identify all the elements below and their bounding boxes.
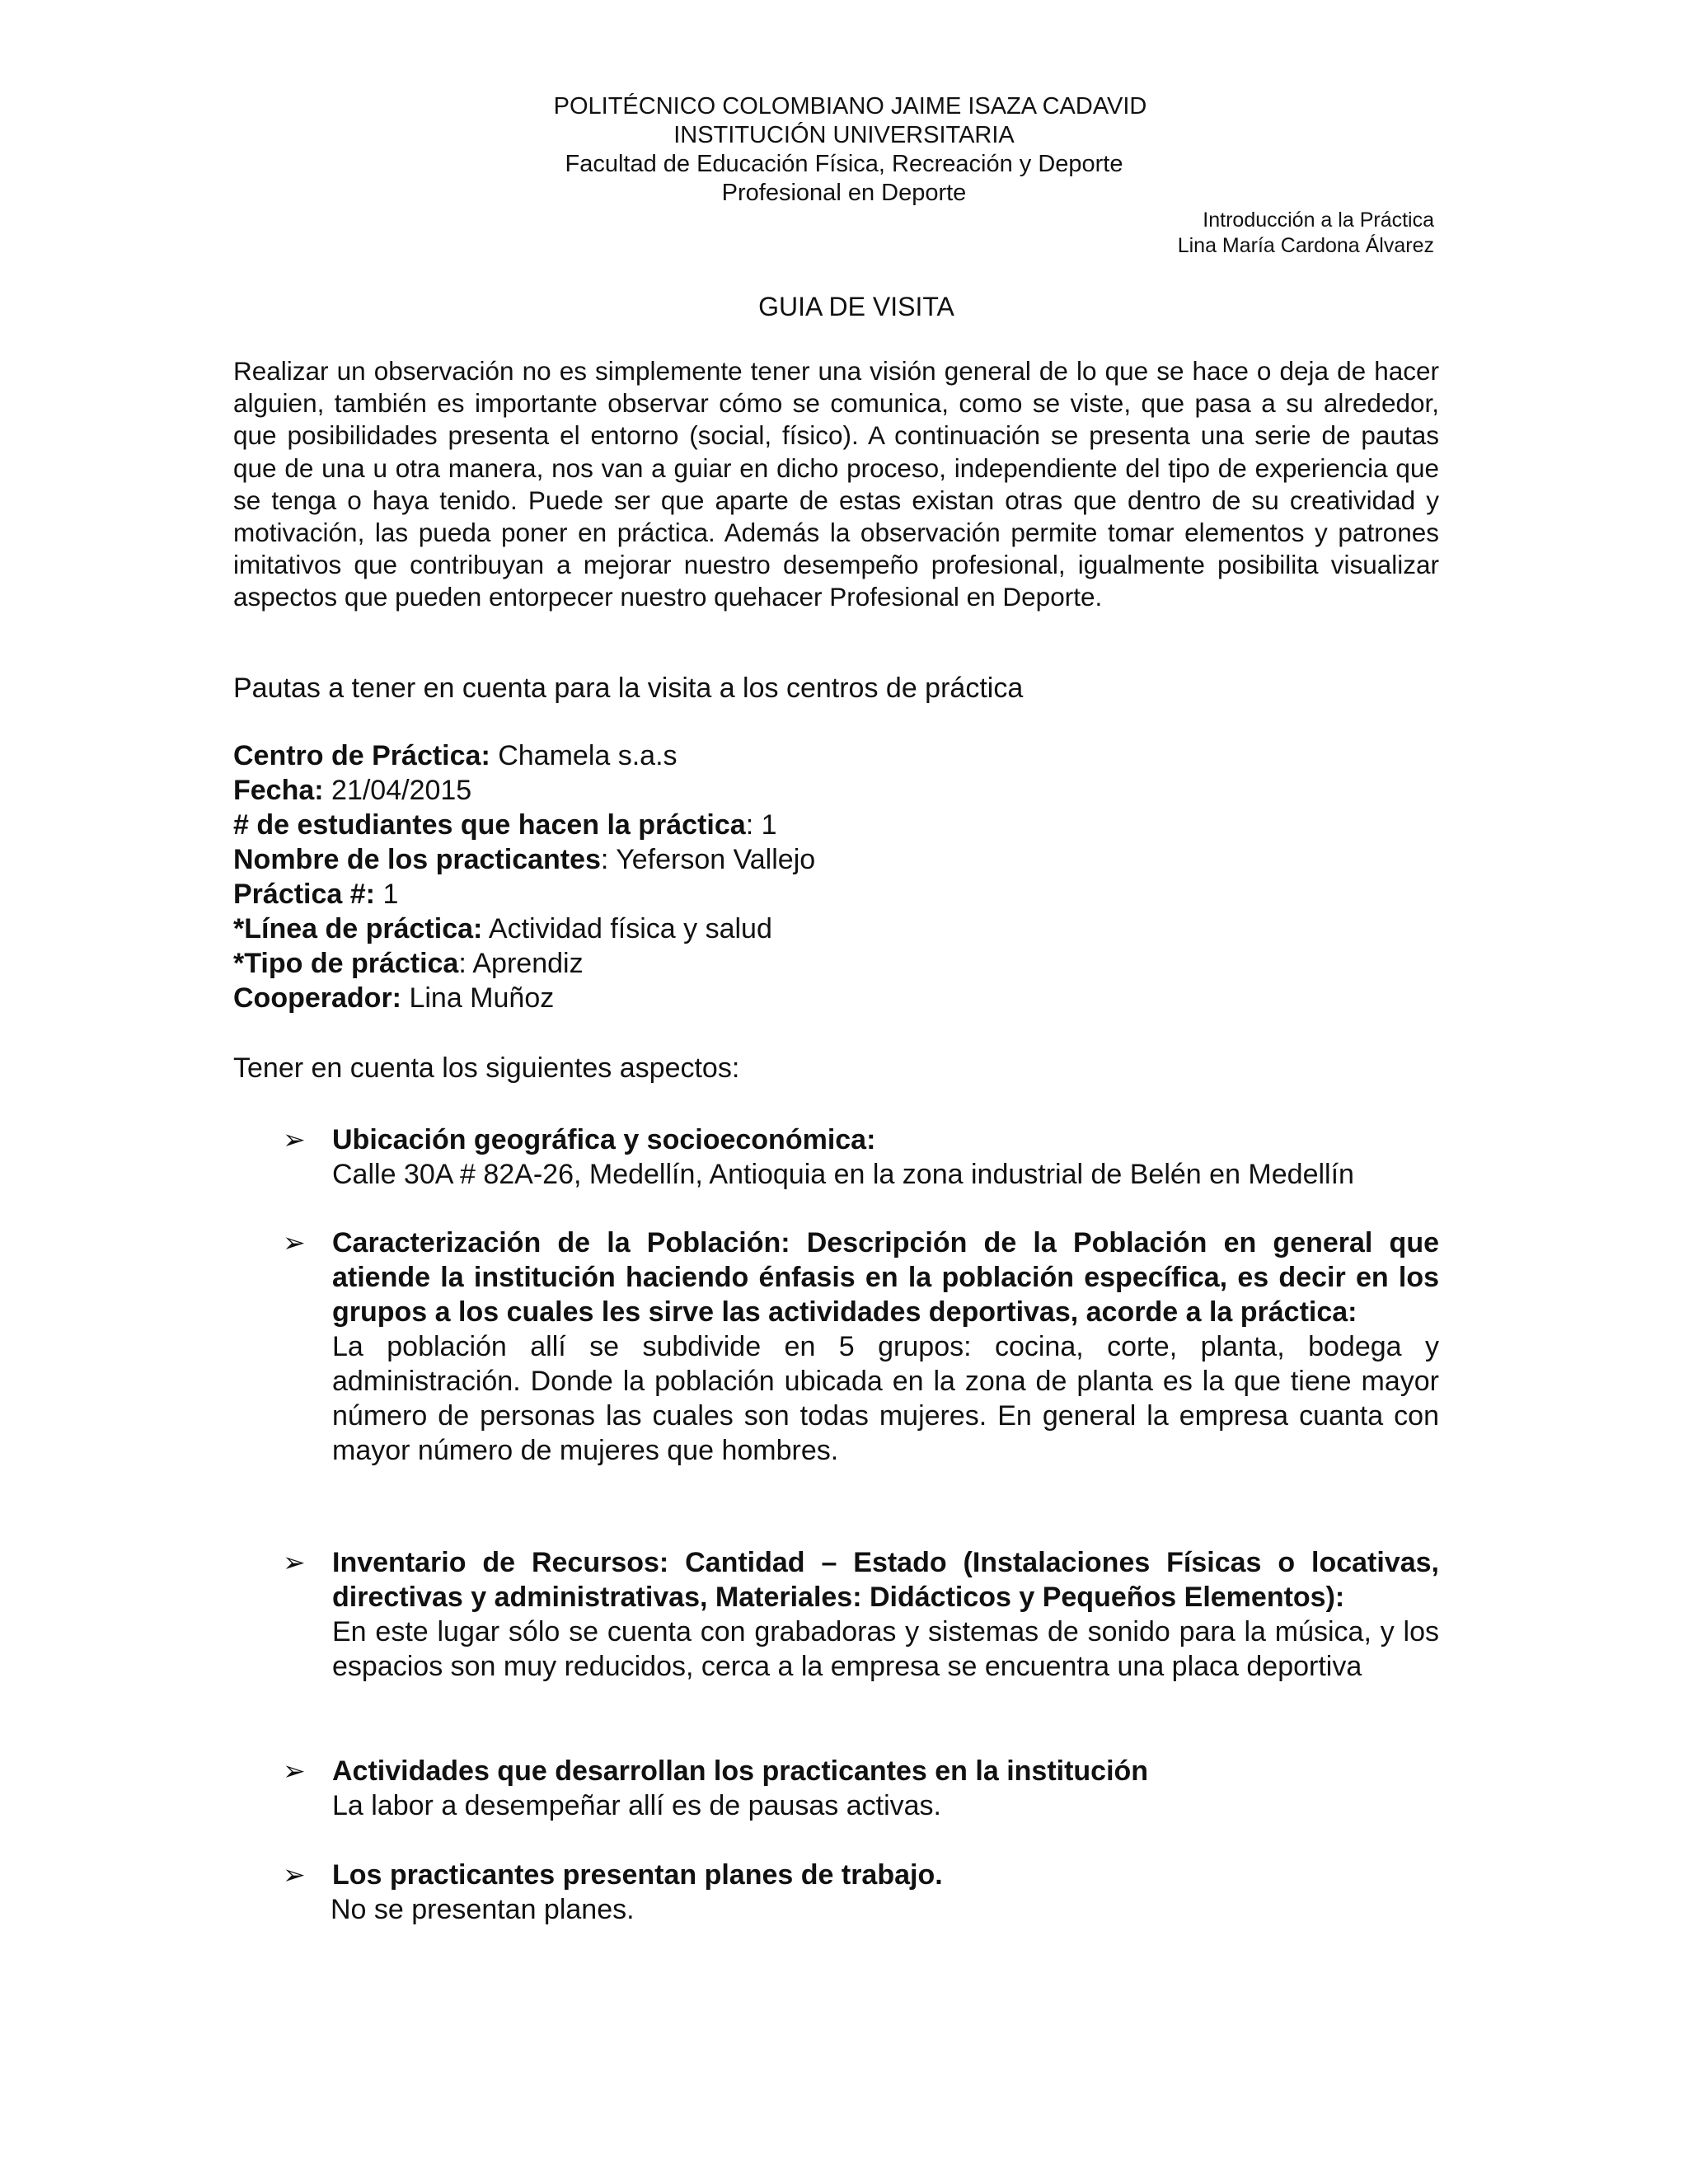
field-value: Lina Muñoz [401,982,555,1014]
field-practica-num [233,877,815,912]
field-value: Chamela s.a.s [490,740,678,771]
field-fecha [233,773,815,808]
course-name: Introducción a la Práctica [1203,209,1434,232]
aspect-heading: Ubicación geográfica y socioeconómica: [332,1124,876,1155]
teacher-name: Lina María Cardona Álvarez [1177,234,1434,257]
aspect-answer: No se presentan planes. [331,1894,635,1925]
field-centro-practica [233,738,815,773]
arrow-bullet-icon: ➢ [283,1124,306,1155]
guidelines-heading: Pautas a tener en cuenta para la visita a los centros de práctica [233,673,1024,704]
aspect-heading: Caracterización de la Población: Descripción de la Población en general que atiende la institución haciendo énfasis en la población específica, es decir en los grupos a los cuales les sirve las actividades deportivas, acorde a la práctica: [332,1227,1439,1328]
field-label: Fecha: [233,775,324,806]
field-cooperador [233,981,815,1015]
field-label: Nombre de los practicantes [233,844,601,875]
aspect-caracterizacion [233,1226,1445,1468]
aspect-answer: En este lugar sólo se cuenta con grabadoras y sistemas de sonido para la música, y los espacios son muy reducidos, cerca a la empresa se encuentra una placa deportiva [332,1616,1439,1682]
aspect-answer: La población allí se subdivide en 5 grupos: cocina, corte, planta, bodega y administración. Donde la población ubicada en la zona de planta es la que tiene mayor número de personas las cuales son todas mujeres. En general la empresa cuanta con mayor número de mujeres que hombres. [332,1331,1439,1466]
field-value: Actividad física y salud [482,913,772,944]
aspect-heading: Actividades que desarrollan los practicantes en la institución [332,1755,1149,1787]
arrow-bullet-icon: ➢ [283,1859,306,1890]
field-nombre-practicantes [233,842,815,877]
field-num-estudiantes [233,808,815,842]
institution-header [0,92,1688,208]
aspect-heading: Inventario de Recursos: Cantidad – Estado (Instalaciones Físicas o locativas, directivas y administrativas, Materiales: Didácticos y Pequeños Elementos): [332,1547,1439,1613]
aspects-intro: Tener en cuenta los siguientes aspectos: [233,1052,740,1084]
field-value: : Aprendiz [458,948,584,979]
field-tipo-practica [233,946,815,981]
visit-fields [233,738,815,1015]
program-name: Profesional en Deporte [721,180,967,206]
field-value: 21/04/2015 [323,775,472,806]
arrow-bullet-icon: ➢ [283,1755,306,1786]
field-label: *Tipo de práctica [233,948,459,979]
field-label: Centro de Práctica: [233,740,490,771]
aspect-ubicacion [233,1122,1445,1192]
intro-paragraph: Realizar un observación no es simplemente tener una visión general de lo que se hace o deja de hacer alguien, también es importante observar cómo se comunica, como se viste, que pasa a su alrededor, que posibilidades presenta el entorno (social, físico). A continuación se presenta una serie de pautas que de una u otra manera, nos van a guiar en dicho proceso, independiente del tipo de experiencia que se tenga o haya tenido. Puede ser que aparte de estas existan otras que dentro de su creatividad y motivación, las pueda poner en práctica. Además la observación permite tomar elementos y patrones imitativos que contribuyan a mejorar nuestro desempeño profesional, igualmente posibilita visualizar aspectos que pueden entorpecer nuestro quehacer Profesional en Deporte. [233,356,1439,612]
field-value: 1 [375,879,399,910]
institution-name: POLITÉCNICO COLOMBIANO JAIME ISAZA CADAVID [553,93,1147,120]
faculty-name: Facultad de Educación Física, Recreación y Deporte [565,151,1123,177]
aspect-answer: La labor a desempeñar allí es de pausas activas. [332,1790,942,1821]
field-label: Práctica #: [233,879,375,910]
arrow-bullet-icon: ➢ [283,1547,306,1577]
institution-type: INSTITUCIÓN UNIVERSITARIA [673,122,1015,148]
field-value: : Yeferson Vallejo [600,844,816,875]
aspect-answer: Calle 30A # 82A-26, Medellín, Antioquia en la zona industrial de Belén en Medellín [332,1159,1354,1190]
aspect-actividades [233,1754,1445,1823]
course-meta [1178,208,1434,259]
field-linea-practica [233,912,815,946]
aspect-heading: Los practicantes presentan planes de trabajo. [332,1859,943,1891]
aspect-inventario [233,1545,1445,1684]
field-label: Cooperador: [233,982,401,1014]
arrow-bullet-icon: ➢ [283,1227,306,1258]
aspect-planes-trabajo [233,1858,1445,1927]
field-label: *Línea de práctica: [233,913,483,944]
document-title: GUIA DE VISITA [758,292,954,321]
field-value: : 1 [745,809,777,841]
field-label: # de estudiantes que hacen la práctica [233,809,746,841]
